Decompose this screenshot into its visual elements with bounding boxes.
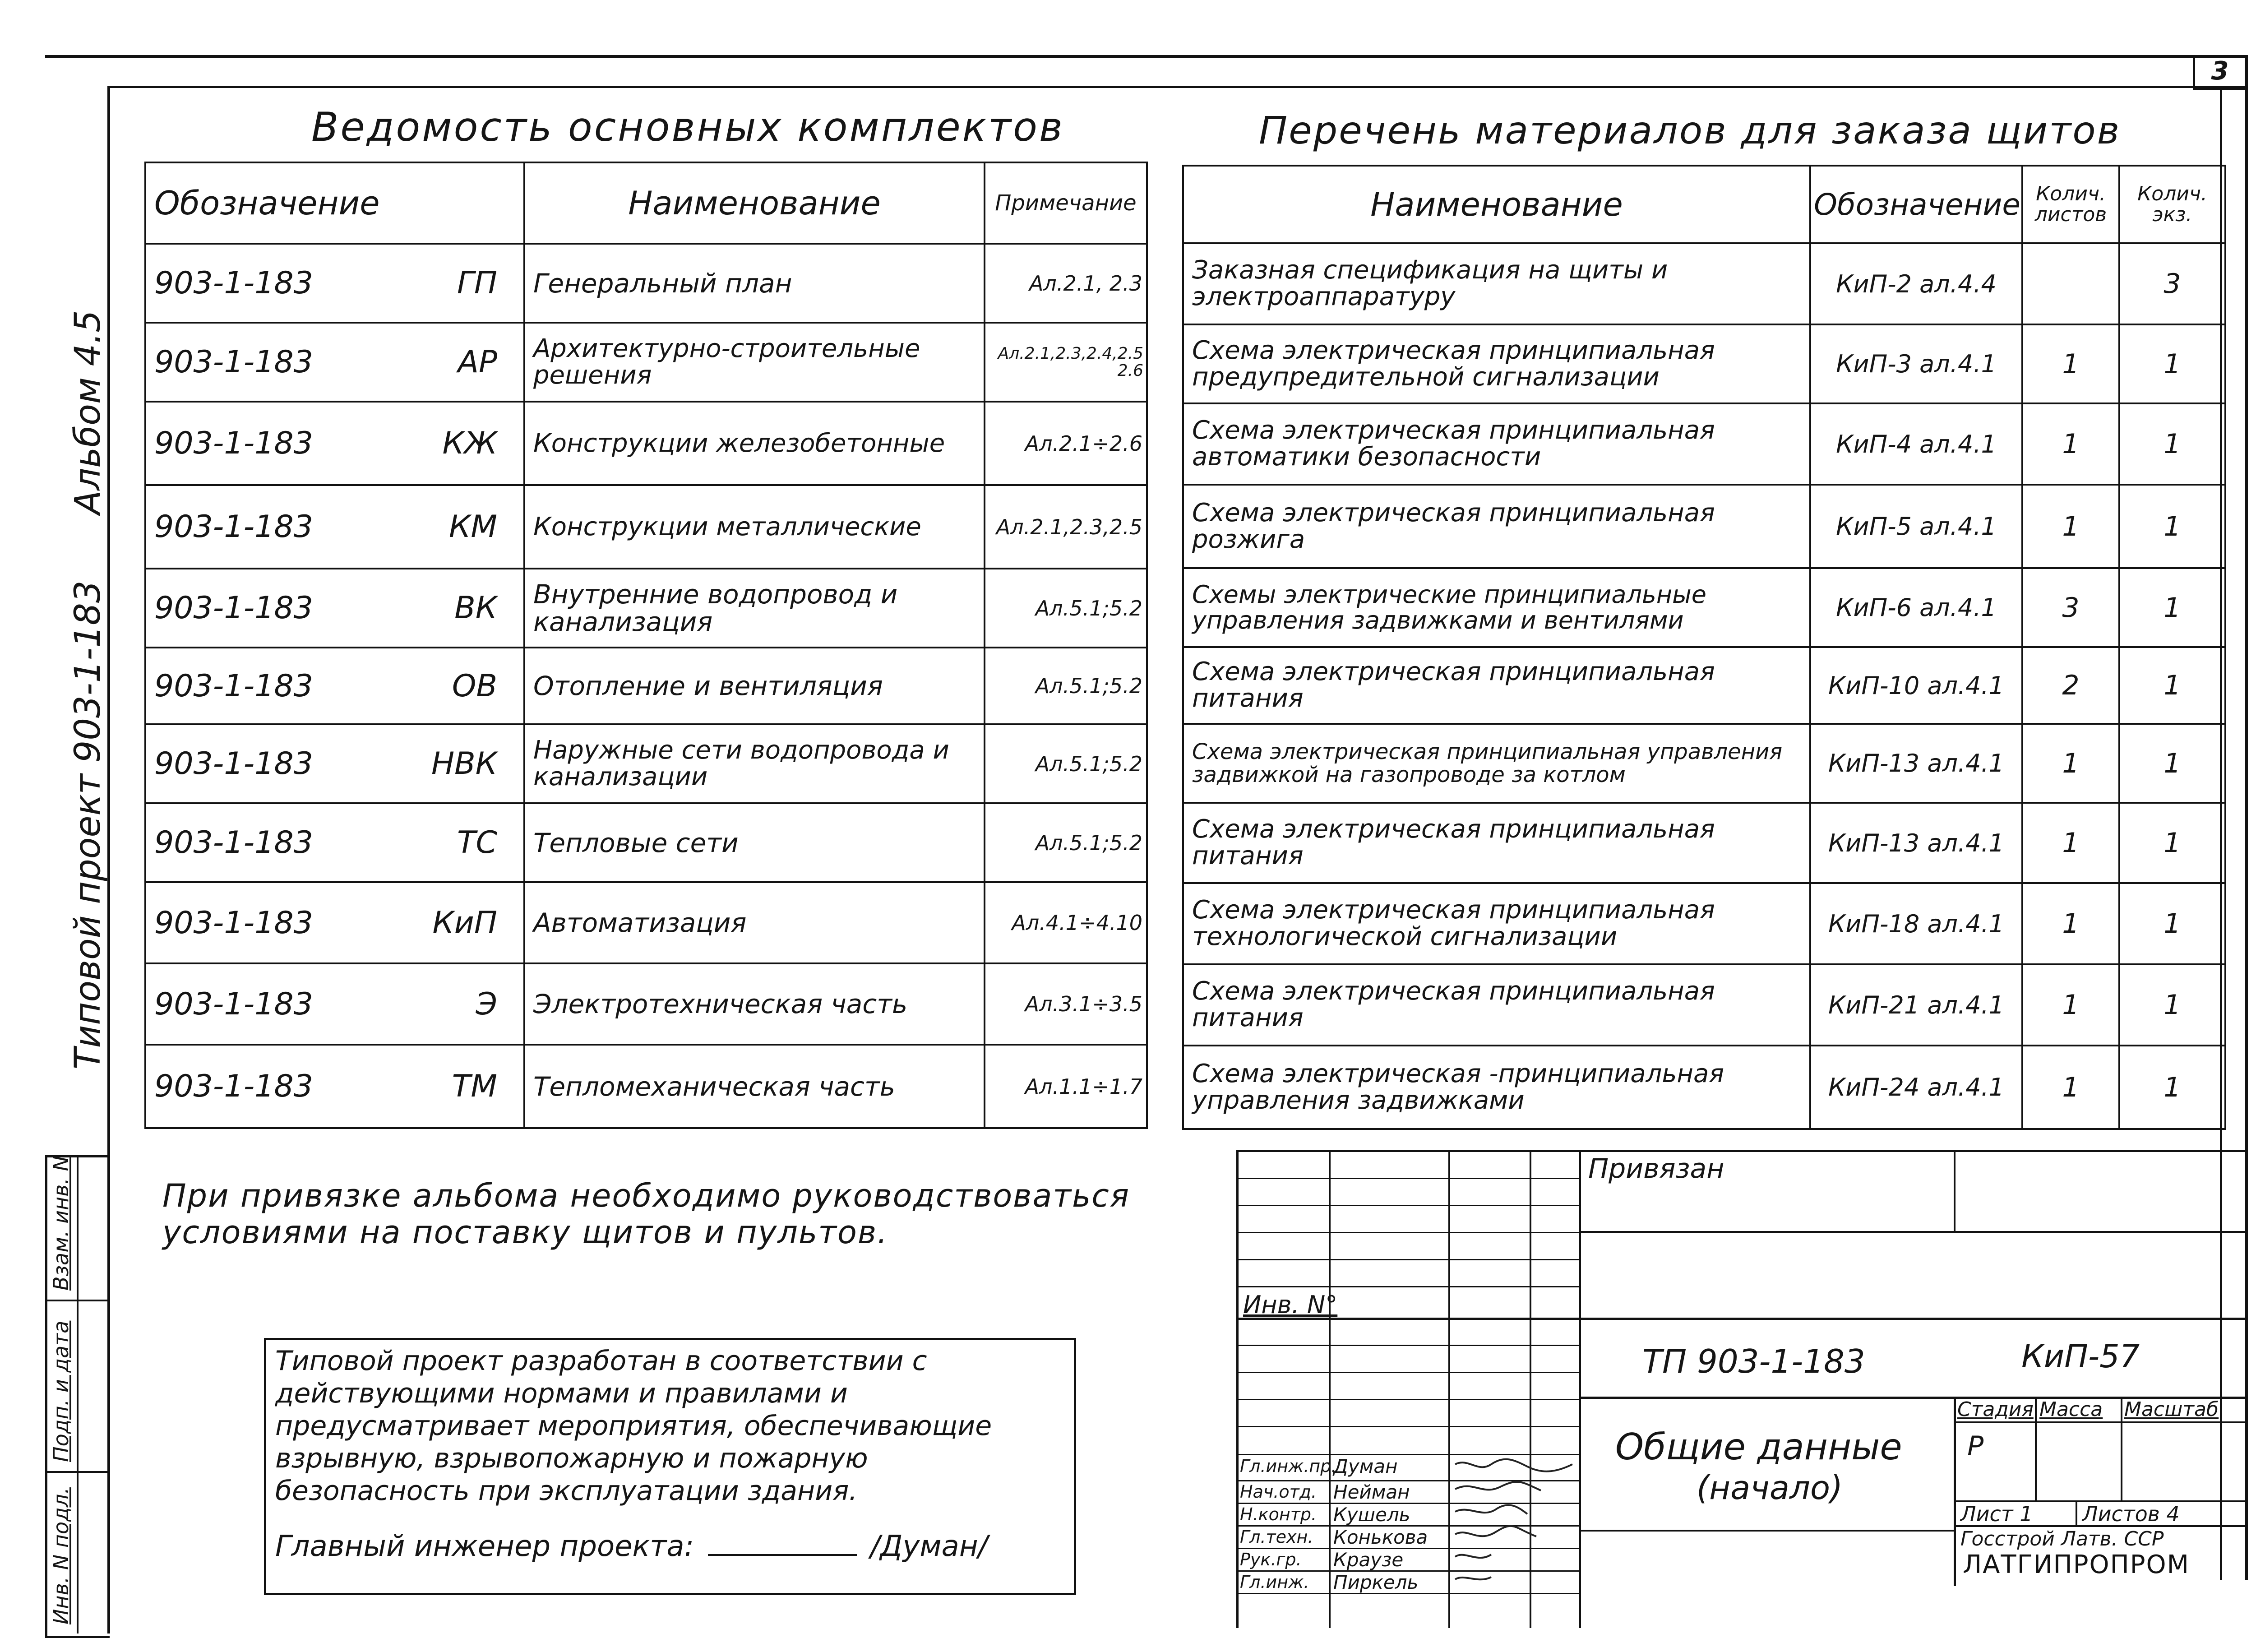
stamp-privyazan-right (1954, 1150, 1956, 1231)
top-border-line (45, 55, 2247, 58)
row-code: 903-1-183 (154, 986, 313, 1022)
binding-note: При привязке альбома необходимо руководствоваться условиями на поставку щитов и пультов. (162, 1177, 1130, 1251)
stamp-person: Конькова (1333, 1526, 1428, 1548)
row-mark: КЖ (442, 426, 497, 461)
statement-text: Типовой проект разработан в соответствии с действующими нормами и правилами и предусматривает мероприятия, обеспечивающие взрывную, взрывопожарную и пожарную безопасность при эксплуатации здания. (275, 1345, 992, 1507)
row-name: Схема электрическая принципиальная питания (1183, 803, 1810, 883)
row-mark: Э (476, 986, 497, 1022)
table-row (145, 323, 1147, 402)
left-col-header-code: Обозначение (145, 162, 524, 244)
table-row (145, 244, 1147, 323)
row-mark: НВК (431, 746, 497, 782)
row-sheets: 1 (2022, 964, 2119, 1046)
row-code: КиП-13 ал.4.1 (1810, 724, 2022, 803)
row-note: Ал.2.1,2.3,2.5 (985, 485, 1147, 569)
table-row (145, 803, 1147, 882)
row-name: Тепломеханическая часть (524, 1045, 985, 1128)
side-label-project: Типовой проект 903-1-183 (68, 580, 108, 1069)
chief-engineer-name: /Думан/ (870, 1530, 988, 1563)
signature-scribbles (1451, 1455, 1581, 1591)
table-row (145, 963, 1147, 1045)
row-note: Ал.5.1;5.2 (985, 648, 1147, 724)
signature-mark (708, 1554, 857, 1556)
stamp-h-stage (1954, 1421, 2247, 1423)
stamp-title-line2: (начало) (1697, 1469, 1843, 1507)
row-code: 903-1-183 (154, 344, 313, 380)
row-note: Ал.3.1÷3.5 (985, 963, 1147, 1045)
table-row (1183, 243, 2225, 324)
right-col-header-code: Обозначение (1810, 166, 2022, 243)
row-code: КиП-4 ал.4.1 (1810, 403, 2022, 485)
row-code-cell (145, 1045, 524, 1128)
table-row (1183, 485, 2225, 568)
stamp-title-line1: Общие данные (1615, 1426, 1902, 1468)
row-note: Ал.5.1;5.2 (985, 569, 1147, 648)
right-table-title: Перечень материалов для заказа щитов (1259, 108, 2121, 153)
stamp-top (1236, 1150, 2247, 1152)
stamp-person: Пиркель (1333, 1571, 1419, 1593)
table-row (1183, 324, 2225, 403)
table-row (145, 1045, 1147, 1128)
stamp-h4 (1236, 1259, 1580, 1260)
stamp-sheet: Лист 1 (1960, 1502, 2033, 1526)
row-name: Схема электрическая принципиальная питания (1183, 647, 1810, 724)
left-strip-row2: Подп. и дата (49, 1320, 73, 1462)
stamp-h7 (1236, 1345, 1580, 1346)
row-code: КиП-6 ал.4.1 (1810, 568, 2022, 647)
stamp-h9 (1236, 1399, 1580, 1400)
stamp-person: Нейман (1333, 1481, 1410, 1503)
stamp-h8 (1236, 1372, 1580, 1373)
left-strip-row3: Инв. N подл. (49, 1487, 73, 1624)
row-note: Ал.2.1,2.3,2.4,2.5 2.6 (985, 323, 1147, 402)
row-code-cell (145, 244, 524, 323)
row-copies: 1 (2119, 647, 2225, 724)
row-sheets: 1 (2022, 403, 2119, 485)
table-row (1183, 724, 2225, 803)
stamp-v2 (1448, 1150, 1450, 1628)
row-name: Схемы электрические принципиальные управления задвижками и вентилями (1183, 568, 1810, 647)
row-code: 903-1-183 (154, 668, 313, 704)
row-code-cell (145, 648, 524, 724)
row-code: 903-1-183 (154, 426, 313, 461)
row-code-cell (145, 803, 524, 882)
row-name: Конструкции железобетонные (524, 402, 985, 485)
stamp-org-line1: Госстрой Латв. ССР (1960, 1527, 2164, 1550)
row-sheets: 1 (2022, 1046, 2119, 1129)
stamp-person: Думан (1333, 1455, 1398, 1477)
stamp-role: Гл.техн. (1240, 1527, 1313, 1547)
sheet-number: 3 (2211, 56, 2229, 86)
row-sheets (2022, 243, 2119, 324)
stamp-org-line2: ЛАТГИПРОПРОМ (1963, 1550, 2190, 1579)
row-mark: КМ (449, 509, 497, 545)
row-note: Ал.5.1;5.2 (985, 803, 1147, 882)
row-mark: ТМ (452, 1069, 497, 1104)
left-table-title: Ведомость основных комплектов (311, 104, 1064, 150)
stamp-role: Гл.инж.пр. (1240, 1456, 1337, 1476)
stamp-v-scale (2121, 1397, 2122, 1500)
row-sheets: 1 (2022, 724, 2119, 803)
row-name: Схема электрическая -принципиальная управления задвижками (1183, 1046, 1810, 1129)
row-copies: 1 (2119, 324, 2225, 403)
left-strip-divider (77, 1155, 79, 1633)
row-code: 903-1-183 (154, 1069, 313, 1104)
right-col-header-copies: Колич. экз. (2119, 166, 2225, 243)
row-note: Ал.5.1;5.2 (985, 724, 1147, 803)
row-code: КиП-10 ал.4.1 (1810, 647, 2022, 724)
row-sheets: 1 (2022, 324, 2119, 403)
row-sheets: 3 (2022, 568, 2119, 647)
row-code-cell (145, 882, 524, 963)
inner-top-border (108, 86, 2247, 88)
table-row (145, 402, 1147, 485)
left-table (144, 162, 1148, 1129)
stamp-h1 (1236, 1178, 1580, 1179)
row-code: КиП-5 ал.4.1 (1810, 485, 2022, 568)
stamp-left (1236, 1150, 1239, 1628)
row-name: Схема электрическая принципиальная предупредительной сигнализации (1183, 324, 1810, 403)
row-code: 903-1-183 (154, 509, 313, 545)
stamp-stage-label: Стадия (1957, 1398, 2034, 1421)
row-copies: 1 (2119, 724, 2225, 803)
stamp-privyazan: Привязан (1588, 1153, 1724, 1185)
row-code: КиП-3 ал.4.1 (1810, 324, 2022, 403)
row-sheets: 1 (2022, 883, 2119, 964)
stamp-role: Н.контр. (1240, 1504, 1317, 1524)
row-name: Схема электрическая принципиальная управления задвижкой на газопроводе за котлом (1183, 724, 1810, 803)
stamp-inv: Инв. N° (1243, 1291, 1338, 1319)
left-col-header-name: Наименование (524, 162, 985, 244)
table-row (145, 882, 1147, 963)
table-row (1183, 1046, 2225, 1129)
table-row (1183, 803, 2225, 883)
row-code-cell (145, 402, 524, 485)
row-sheets: 1 (2022, 803, 2119, 883)
row-copies: 1 (2119, 883, 2225, 964)
stamp-scale-label: Масштаб (2124, 1398, 2219, 1421)
row-mark: ОВ (452, 668, 497, 704)
row-mark: АР (458, 344, 497, 380)
side-label-album: Альбом 4.5 (68, 310, 108, 514)
row-name: Архитектурно-строительные решения (524, 323, 985, 402)
row-note: Ал.1.1÷1.7 (985, 1045, 1147, 1128)
row-mark: ТС (457, 825, 497, 861)
table-row (1183, 403, 2225, 485)
row-copies: 1 (2119, 485, 2225, 568)
stamp-role: Рук.гр. (1240, 1550, 1302, 1569)
stamp-mass-label: Масса (2039, 1398, 2103, 1421)
table-row (145, 648, 1147, 724)
table-row (145, 569, 1147, 648)
row-code: КиП-2 ал.4.4 (1810, 243, 2022, 324)
table-row (145, 724, 1147, 803)
row-mark: ГП (457, 265, 497, 301)
stamp-v1 (1329, 1150, 1331, 1628)
row-copies: 1 (2119, 964, 2225, 1046)
row-mark: КиП (432, 905, 497, 941)
row-code: 903-1-183 (154, 746, 313, 782)
stamp-project: ТП 903-1-183 (1642, 1342, 1865, 1380)
stamp-role: Гл.инж. (1240, 1572, 1309, 1592)
stamp-person: Краузе (1333, 1549, 1404, 1571)
row-code: КиП-21 ал.4.1 (1810, 964, 2022, 1046)
row-copies: 1 (2119, 568, 2225, 647)
row-name: Конструкции металлические (524, 485, 985, 569)
row-code-cell (145, 724, 524, 803)
right-border-line (2245, 55, 2248, 1580)
row-code: 903-1-183 (154, 905, 313, 941)
row-copies: 1 (2119, 803, 2225, 883)
stamp-sheets-total: Листов 4 (2082, 1502, 2180, 1526)
stamp-v-title-split (1954, 1397, 1956, 1586)
chief-engineer-label: Главный инженер проекта (275, 1530, 684, 1563)
row-copies: 1 (2119, 403, 2225, 485)
right-table (1182, 165, 2226, 1130)
stamp-h10 (1236, 1426, 1580, 1427)
stamp-h-privyazan (1580, 1231, 2247, 1233)
row-name: Схема электрическая принципиальная автоматики безопасности (1183, 403, 1810, 485)
table-row (1183, 568, 2225, 647)
row-name: Отопление и вентиляция (524, 648, 985, 724)
stamp-person: Кушель (1333, 1504, 1410, 1526)
row-name: Генеральный план (524, 244, 985, 323)
row-code-cell (145, 323, 524, 402)
left-strip-h1 (45, 1300, 108, 1301)
row-name: Наружные сети водопровода и канализации (524, 724, 985, 803)
row-code: 903-1-183 (154, 825, 313, 861)
row-code: 903-1-183 (154, 590, 313, 626)
stamp-h6 (1236, 1318, 2247, 1320)
stamp-v-mass (2035, 1397, 2037, 1500)
stamp-h3 (1236, 1232, 1580, 1233)
row-code: 903-1-183 (154, 265, 313, 301)
table-row (145, 485, 1147, 569)
right-col-header-name: Наименование (1183, 166, 1810, 243)
left-strip-row1: Взам. инв. N (49, 1156, 73, 1291)
stamp-role: Нач.отд. (1240, 1482, 1317, 1502)
stamp-mark: КиП-57 (2021, 1338, 2140, 1375)
left-col-header-note: Примечание (985, 162, 1147, 244)
row-code-cell (145, 485, 524, 569)
table-row (1183, 647, 2225, 724)
row-code-cell (145, 963, 524, 1045)
table-row (1183, 883, 2225, 964)
row-name: Электротехническая часть (524, 963, 985, 1045)
row-note: Ал.2.1÷2.6 (985, 402, 1147, 485)
row-name: Схема электрическая принципиальная питания (1183, 964, 1810, 1046)
row-note: Ал.4.1÷4.10 (985, 882, 1147, 963)
row-code: КиП-13 ал.4.1 (1810, 803, 2022, 883)
left-strip-h2 (45, 1471, 108, 1473)
row-name: Схема электрическая принципиальная технологической сигнализации (1183, 883, 1810, 964)
row-copies: 3 (2119, 243, 2225, 324)
stamp-v-sheets (2076, 1500, 2077, 1525)
row-code: КиП-24 ал.4.1 (1810, 1046, 2022, 1129)
stamp-h5 (1236, 1286, 1580, 1287)
row-name: Автоматизация (524, 882, 985, 963)
row-name: Внутренние водопровод и канализация (524, 569, 985, 648)
row-name: Тепловые сети (524, 803, 985, 882)
right-col-header-sheets: Колич. листов (2022, 166, 2119, 243)
row-note: Ал.2.1, 2.3 (985, 244, 1147, 323)
row-copies: 1 (2119, 1046, 2225, 1129)
chief-engineer-line: Главный инженер проекта: /Думан/ (275, 1530, 988, 1563)
row-sheets: 2 (2022, 647, 2119, 724)
stamp-stage-value: Р (1967, 1430, 1984, 1462)
row-name: Заказная спецификация на щиты и электроаппаратуру (1183, 243, 1810, 324)
row-mark: ВК (454, 590, 497, 626)
row-sheets: 1 (2022, 485, 2119, 568)
stamp-h2 (1236, 1205, 1580, 1206)
table-row (1183, 964, 2225, 1046)
row-name: Схема электрическая принципиальная розжига (1183, 485, 1810, 568)
stamp-h-org-left (1580, 1530, 1954, 1532)
row-code-cell (145, 569, 524, 648)
row-code: КиП-18 ал.4.1 (1810, 883, 2022, 964)
